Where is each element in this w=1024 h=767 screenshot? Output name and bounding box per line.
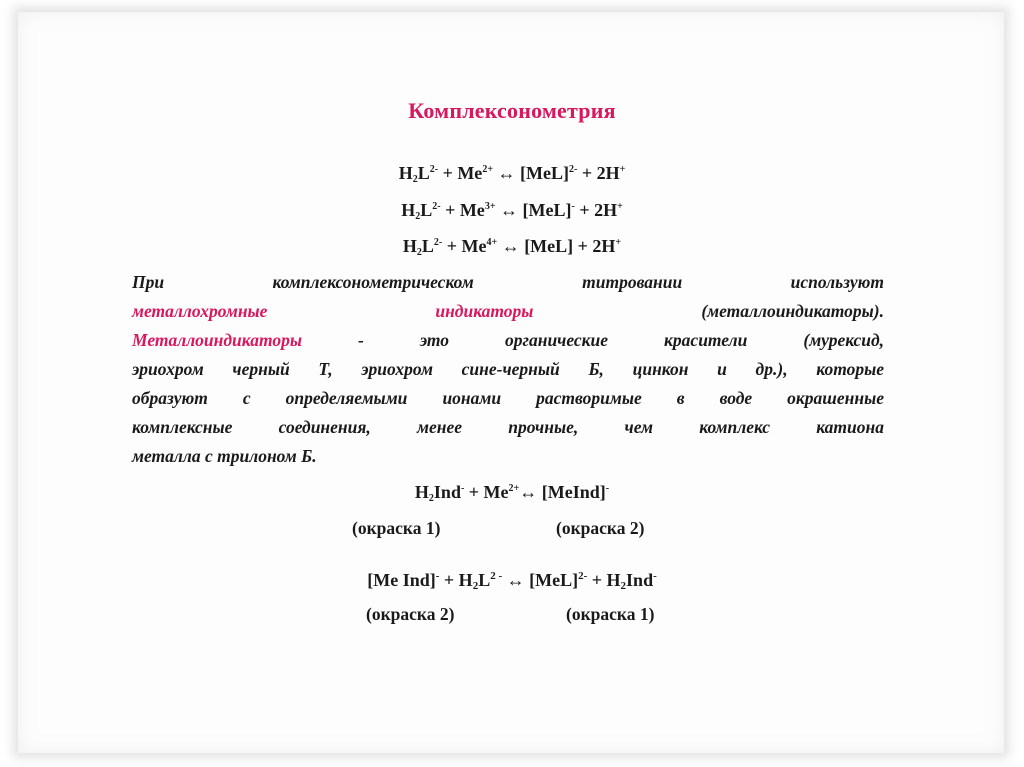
equation-4: $H_2Ind^-$ + $Me^{2+}\leftrightarrow$ [MeInd]- (414, 482, 610, 504)
equation-1: $H_2L^{2-} + Me^{2+}$ ↔ [MeL]$^{2-}$ + 2H+ (398, 163, 626, 185)
color-label-1-left: (окраска 1) (352, 518, 441, 538)
paragraph-line-3: Металлоиндикаторы - это органические красители (мурексид, (132, 330, 884, 350)
paragraph-line-7: металла с трилоном Б. (132, 446, 317, 466)
term-metallochrome: металлохромные (132, 301, 268, 321)
color-label-2-right: (окраска 1) (566, 604, 655, 624)
paragraph-line-4: эриохром черный Т, эриохром сине-черный Б, цинкон и др.), которые (132, 359, 884, 379)
paragraph-line-2: металлохромные индикаторы (металлоиндикаторы). (132, 301, 885, 321)
equation-2: $H_2L^{2-} + Me^{3+}$ ↔ [MeL]- + 2H+ (401, 200, 623, 222)
paragraph-line-1: При комплексонометрическом титровании используют (132, 272, 884, 292)
paragraph-line-5: образуют с определяемыми ионами растворимые в воде окрашенные (132, 388, 884, 408)
color-label-1-right: (окраска 2) (556, 518, 645, 538)
term-indicators: индикаторы (435, 301, 534, 321)
description-paragraph (132, 268, 884, 471)
equation-3: $H_2L^{2-} + Me^{4+}$ ↔ [MeL] + 2H+ (402, 236, 622, 258)
paragraph-line-6: комплексные соединения, менее прочные, чем комплекс катиона (132, 417, 884, 437)
equation-5: [Me $Ind]^- + H_2L^{2 -}$ ↔ $[MeL]^{2-} + H_2Ind^-$ (367, 570, 657, 592)
term-metalloindicators: Металлоиндикаторы (132, 330, 302, 350)
color-label-2-left: (окраска 2) (366, 604, 455, 624)
slide-title: Комплексонометрия (408, 98, 616, 123)
